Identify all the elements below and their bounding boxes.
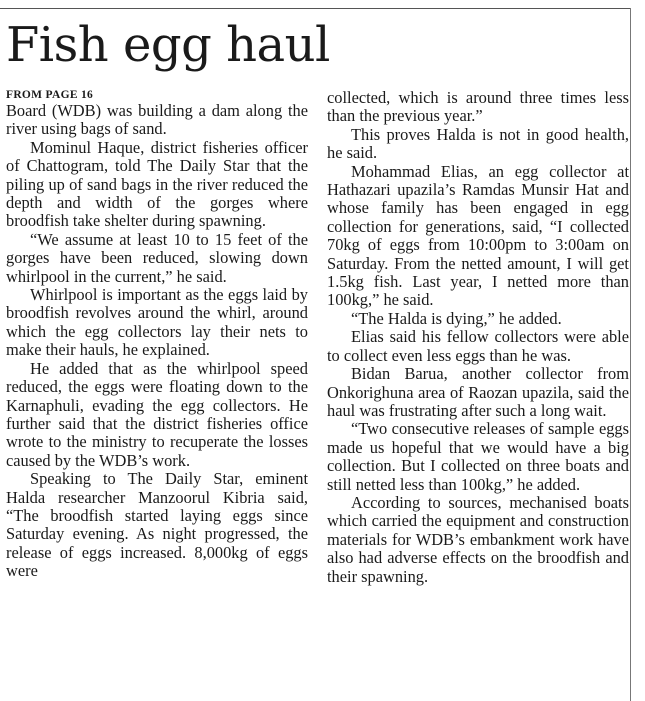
paragraph: Board (WDB) was building a dam along the river using bags of sand. bbox=[6, 101, 308, 139]
paragraph: Elias said his fellow collectors were able to collect even less eggs than he was. bbox=[327, 327, 629, 365]
article-column-left bbox=[6, 88, 308, 581]
paragraph: This proves Halda is not in good health, he said. bbox=[327, 124, 629, 163]
top-rule bbox=[0, 8, 630, 9]
paragraph: collected, which is around three times less than the previous year.” bbox=[327, 88, 629, 126]
paragraph: Mominul Haque, district fisheries officer of Chattogram, told The Daily Star that the piling up of sand bags in the river reduced the depth and width of the gorges where broodfish take shelter during spawning. bbox=[6, 137, 308, 231]
column-rule bbox=[630, 8, 631, 701]
jump-label: FROM PAGE 16 bbox=[6, 89, 94, 101]
paragraph: He added that as the whirlpool speed reduced, the eggs were floating down to the Karnaphuli, evading the egg collectors. He further said that the district fisheries office wrote to the ministry to recuperate the losses caused by the WDB’s work. bbox=[6, 358, 308, 470]
paragraph: Bidan Barua, another collector from Onkorighuna area of Raozan upazila, said the haul was frustrating after such a long wait. bbox=[327, 364, 629, 420]
paragraph: “Two consecutive releases of sample eggs made us hopeful that we would have a big collection. But I collected on three boats and still netted less than 100kg,” he added. bbox=[327, 419, 629, 494]
paragraph: Speaking to The Daily Star, eminent Halda researcher Manzoorul Kibria said, “The broodfish started laying eggs since Saturday evening. As night progressed, the release of eggs increased. 8,000kg of eggs were bbox=[6, 469, 308, 581]
paragraph: According to sources, mechanised boats which carried the equipment and construction materials for WDB’s embankment work have also had adverse effects on the broodfish and their spawning. bbox=[327, 492, 629, 586]
headline: Fish egg haul bbox=[6, 17, 330, 73]
paragraph: Mohammad Elias, an egg collector at Hathazari upazila’s Ramdas Munsir Hat and whose family has been engaged in egg collection for generations, said, “I collected 70kg of eggs from 10:00pm to 3:00am on Saturday. From the netted amount, I will get 1.5kg fish. Last year, I netted more than 100kg,” he said. bbox=[327, 161, 629, 310]
paragraph: Whirlpool is important as the eggs laid by broodfish revolves around the whirl, around which the egg collectors lay their nets to make their hauls, he explained. bbox=[6, 285, 308, 360]
article-column-right bbox=[327, 89, 629, 586]
paragraph: “The Halda is dying,” he added. bbox=[351, 308, 562, 328]
paragraph: “We assume at least 10 to 15 feet of the gorges have been reduced, slowing down whirlpool in the current,” he said. bbox=[6, 229, 308, 286]
